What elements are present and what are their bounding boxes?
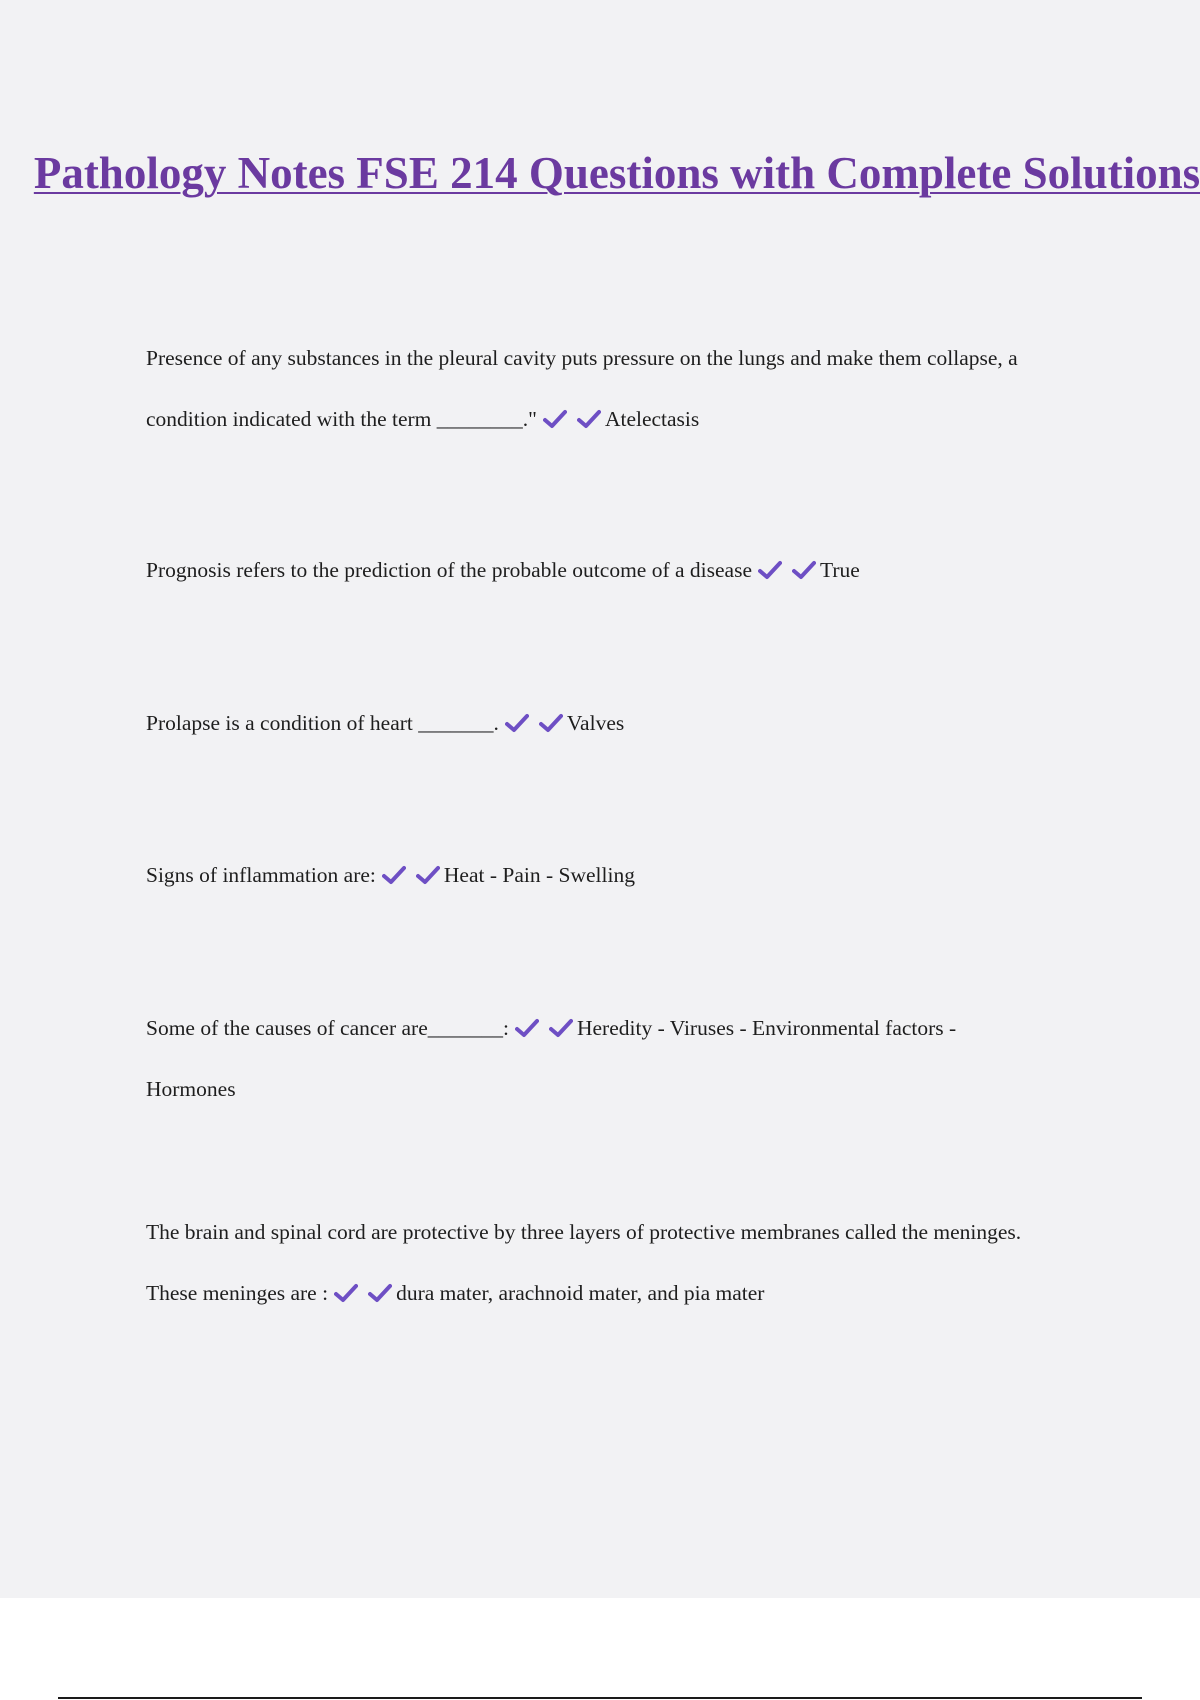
checkmark-icon [416,865,440,885]
checkmark-icon [382,865,406,885]
answer-text: True [820,558,860,582]
qa-item [146,1202,1046,1324]
footer-divider [58,1697,1142,1699]
qa-item [146,540,1046,601]
checkmark-icon [549,1018,573,1038]
checkmark-icon [792,560,816,580]
qa-item [146,693,1046,754]
document-title: Pathology Notes FSE 214 Questions with Complete Solutions [33,148,1200,198]
checkmark-icon [758,560,782,580]
checkmark-icon [368,1283,392,1303]
question-text: Presence of any substances in the pleural cavity puts pressure on the lungs and make them collapse, a condition indicated with the term ________." [146,346,1018,431]
checkmark-icon [543,409,567,429]
checkmark-icon [505,713,529,733]
checkmark-icon [334,1283,358,1303]
question-text: Prolapse is a condition of heart _______. [146,711,499,735]
question-text: Signs of inflammation are: [146,863,376,887]
answer-text: Valves [566,711,625,735]
answer-text: dura mater, arachnoid mater, and pia mater [396,1281,765,1305]
answer-text: Heat - Pain - Swelling [443,863,635,887]
qa-item [146,328,1046,450]
question-text: The brain and spinal cord are protective by three layers of protective membranes called the meninges. These meninges are : [146,1220,1022,1305]
checkmark-icon [539,713,563,733]
question-text: Prognosis refers to the prediction of the probable outcome of a disease [146,558,752,582]
question-text: Some of the causes of cancer are_______: [146,1016,509,1040]
checkmark-icon [577,409,601,429]
answer-text: Heredity - Viruses - Environmental factors - Hormones [146,1016,957,1101]
qa-item [146,998,1046,1120]
answer-text: Atelectasis [604,407,700,431]
checkmark-icon [515,1018,539,1038]
qa-item [146,845,1046,906]
